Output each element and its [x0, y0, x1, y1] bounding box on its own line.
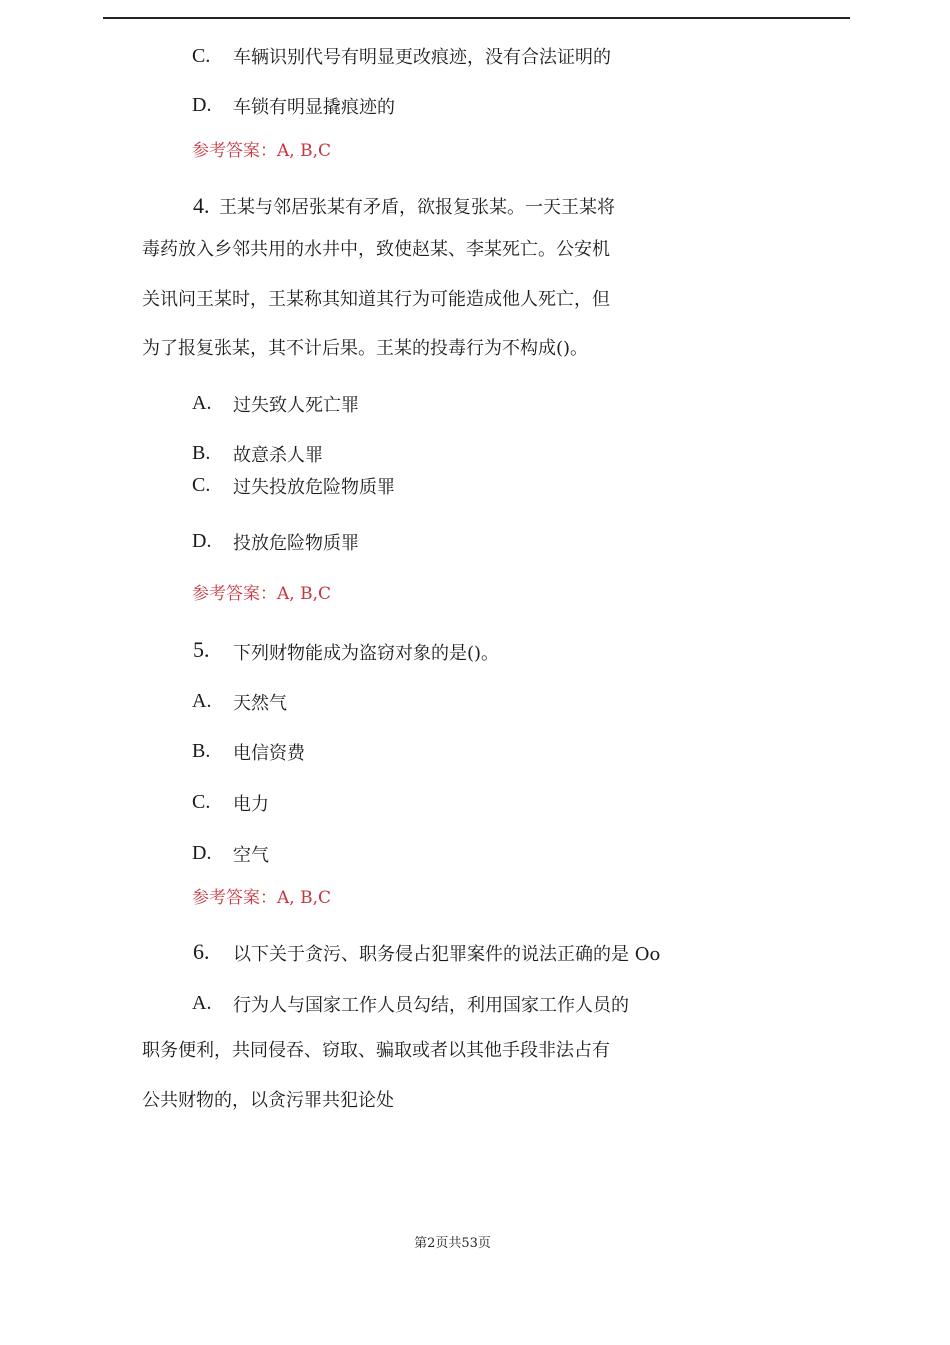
q4-option-c-label: C. [192, 474, 211, 496]
q4-answer: 参考答案：A, B,C [192, 584, 331, 604]
q6-option-a-label: A. [192, 992, 212, 1014]
q4-option-a-label: A. [192, 392, 212, 414]
q4-number: 4. [193, 193, 210, 218]
q4-option-a-text: 过失致人死亡罪 [233, 395, 359, 416]
q6-option-a-line1: 行为人与国家工作人员勾结，利用国家工作人员的 [233, 995, 629, 1016]
q5-option-c-text: 电力 [233, 794, 269, 815]
q5-stem: 下列财物能成为盗窃对象的是()。 [233, 643, 500, 664]
q5-option-a-text: 天然气 [233, 693, 287, 714]
q5-option-d-label: D. [192, 842, 212, 864]
q5-number: 5. [193, 637, 210, 662]
q3-answer: 参考答案：A, B,C [192, 141, 331, 161]
q4-stem-line1: 王某与邻居张某有矛盾，欲报复张某。一天王某将 [219, 197, 615, 218]
q5-option-a-label: A. [192, 690, 212, 712]
q5-option-d-text: 空气 [233, 845, 269, 866]
q3-option-d-label: D. [192, 94, 212, 116]
q4-stem-line3: 关讯问王某时，王某称其知道其行为可能造成他人死亡，但 [142, 289, 610, 310]
q6-option-a-line2: 职务便利，共同侵吞、窃取、骗取或者以其他手段非法占有 [142, 1040, 610, 1061]
q4-stem-line2: 毒药放入乡邻共用的水井中，致使赵某、李某死亡。公安机 [142, 239, 610, 260]
page-footer: 第2页共53页 [414, 1236, 491, 1251]
q3-option-d-text: 车锁有明显撬痕迹的 [233, 97, 395, 118]
q4-option-b-text: 故意杀人罪 [233, 445, 323, 466]
q6-option-a-line3: 公共财物的，以贪污罪共犯论处 [142, 1090, 394, 1111]
q5-option-b-text: 电信资费 [233, 743, 305, 764]
q5-answer: 参考答案：A, B,C [192, 888, 331, 908]
q6-stem: 以下关于贪污、职务侵占犯罪案件的说法正确的是 Oo [233, 944, 661, 965]
q4-option-d-text: 投放危险物质罪 [233, 533, 359, 554]
q5-option-c-label: C. [192, 791, 211, 813]
q4-stem-line4: 为了报复张某，其不计后果。王某的投毒行为不构成()。 [142, 338, 589, 359]
q4-option-d-label: D. [192, 530, 212, 552]
q5-option-b-label: B. [192, 740, 211, 762]
q4-option-c-text: 过失投放危险物质罪 [233, 477, 395, 498]
q4-option-b-label: B. [192, 442, 211, 464]
q3-option-c-text: 车辆识别代号有明显更改痕迹，没有合法证明的 [233, 47, 611, 68]
q3-option-c-label: C. [192, 45, 211, 67]
top-rule [103, 17, 850, 19]
q6-number: 6. [193, 939, 210, 964]
